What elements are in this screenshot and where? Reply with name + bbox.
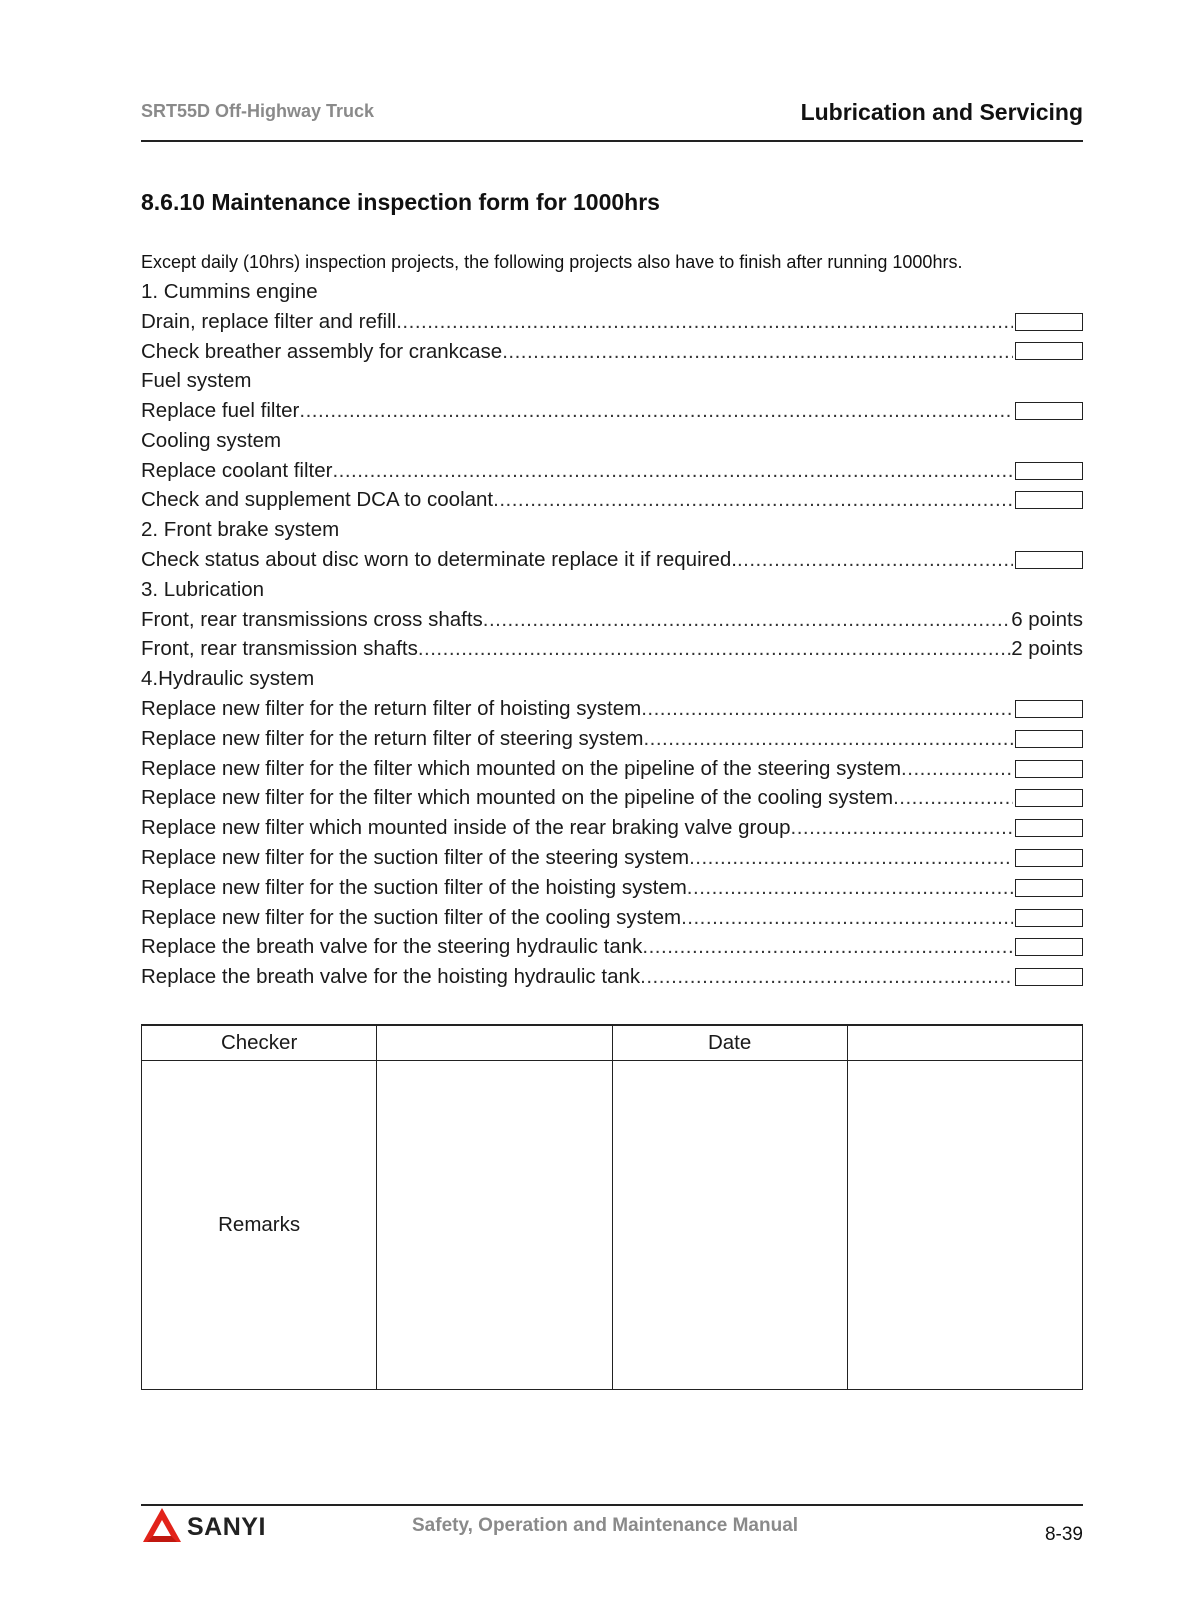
checklist-label: 2. Front brake system: [141, 518, 340, 542]
date-field[interactable]: [847, 1025, 1082, 1061]
checklist-item: [141, 933, 1083, 963]
dot-leader: [483, 605, 1011, 635]
checker-field[interactable]: [377, 1025, 612, 1061]
dot-leader: [332, 456, 1013, 486]
checklist-label: Replace coolant filter: [141, 458, 333, 482]
checklist-item: [141, 337, 1083, 367]
checklist-item: [141, 784, 1083, 814]
dot-leader: [396, 307, 1013, 337]
checklist-label: Replace new filter for the filter which mounted on the pipeline of the cooling system: [141, 786, 894, 810]
dot-leader: [502, 337, 1013, 367]
checklist-label: Replace new filter for the suction filter of the cooling system: [141, 905, 682, 929]
dot-leader: [642, 932, 1013, 962]
checklist-label: Replace new filter which mounted inside of the rear braking valve group: [141, 816, 791, 840]
checklist-item: [141, 843, 1083, 873]
checklist-heading: [141, 426, 1083, 456]
checklist-label: Check breather assembly for crankcase: [141, 339, 503, 363]
checklist-label: Replace new filter for the return filter of hoisting system: [141, 697, 642, 721]
sanyi-logo-icon: [141, 1506, 183, 1548]
dot-leader: [643, 724, 1013, 754]
check-box[interactable]: [1015, 491, 1083, 509]
footer-manual-title: Safety, Operation and Maintenance Manual: [412, 1515, 799, 1536]
check-box[interactable]: [1015, 551, 1083, 569]
lubrication-points: 2 points: [1011, 637, 1083, 661]
header-chapter: Lubrication and Servicing: [800, 99, 1083, 125]
brand-name: SANYI: [187, 1512, 266, 1541]
section-title: 8.6.10 Maintenance inspection form for 1000hrs: [141, 189, 660, 215]
inspection-checklist: [141, 277, 1083, 992]
check-box[interactable]: [1015, 462, 1083, 480]
checklist-item: [141, 605, 1083, 635]
remarks-field-2[interactable]: [612, 1061, 847, 1390]
date-label: Date: [612, 1025, 847, 1061]
lubrication-points: 6 points: [1011, 607, 1083, 631]
dot-leader: [640, 962, 1013, 992]
section-intro: Except daily (10hrs) inspection projects, the following projects also have to finish after running 1000hrs.: [141, 252, 963, 272]
checklist-label: 4.Hydraulic system: [141, 667, 315, 691]
checklist-item: [141, 873, 1083, 903]
checker-label: Checker: [142, 1025, 377, 1061]
checklist-item: [141, 307, 1083, 337]
check-box[interactable]: [1015, 849, 1083, 867]
check-box[interactable]: [1015, 819, 1083, 837]
checklist-heading: [141, 277, 1083, 307]
checklist-heading: [141, 664, 1083, 694]
checklist-item: [141, 813, 1083, 843]
check-box[interactable]: [1015, 879, 1083, 897]
signoff-row-checker-date: [142, 1025, 1083, 1061]
check-box[interactable]: [1015, 909, 1083, 927]
checklist-label: Fuel system: [141, 369, 252, 393]
signoff-row-remarks: [142, 1061, 1083, 1390]
checklist-heading: [141, 575, 1083, 605]
checklist-label: Replace new filter for the return filter of steering system: [141, 726, 644, 750]
brand-logo: [141, 1506, 266, 1548]
check-box[interactable]: [1015, 760, 1083, 778]
dot-leader: [901, 754, 1013, 784]
checklist-label: Check and supplement DCA to coolant: [141, 488, 494, 512]
remarks-field-3[interactable]: [847, 1061, 1082, 1390]
checklist-label: Replace the breath valve for the hoisting hydraulic tank: [141, 965, 641, 989]
checklist-label: Cooling system: [141, 428, 282, 452]
check-box[interactable]: [1015, 789, 1083, 807]
checklist-item: [141, 694, 1083, 724]
signoff-table: [141, 1024, 1083, 1390]
checklist-item: [141, 903, 1083, 933]
checklist-item: [141, 486, 1083, 516]
checklist-label: Front, rear transmissions cross shafts: [141, 607, 483, 631]
dot-leader: [299, 396, 1013, 426]
dot-leader: [687, 873, 1013, 903]
checklist-item: [141, 754, 1083, 784]
dot-leader: [689, 843, 1013, 873]
checklist-item: [141, 724, 1083, 754]
remarks-field-1[interactable]: [377, 1061, 612, 1390]
checklist-item: [141, 635, 1083, 665]
dot-leader: [681, 903, 1013, 933]
check-box[interactable]: [1015, 938, 1083, 956]
check-box[interactable]: [1015, 313, 1083, 331]
footer-divider: [141, 1504, 1083, 1506]
remarks-label: Remarks: [142, 1061, 377, 1390]
check-box[interactable]: [1015, 402, 1083, 420]
checklist-item: [141, 456, 1083, 486]
check-box[interactable]: [1015, 968, 1083, 986]
checklist-label: Front, rear transmission shafts: [141, 637, 418, 661]
header-product: SRT55D Off-Highway Truck: [141, 101, 375, 121]
dot-leader: [641, 694, 1013, 724]
checklist-label: Replace new filter for the filter which mounted on the pipeline of the steering system: [141, 756, 902, 780]
checklist-label: 3. Lubrication: [141, 577, 265, 601]
dot-leader: [791, 813, 1013, 843]
dot-leader: [418, 634, 1011, 664]
checklist-label: Replace new filter for the suction filter of the steering system: [141, 846, 690, 870]
checklist-label: Replace new filter for the suction filter of the hoisting system: [141, 875, 687, 899]
checklist-item: [141, 396, 1083, 426]
checklist-label: Replace fuel filter: [141, 399, 300, 423]
check-box[interactable]: [1015, 730, 1083, 748]
checklist-label: Check status about disc worn to determinate replace it if required.: [141, 548, 737, 572]
checklist-item: [141, 962, 1083, 992]
checklist-heading: [141, 515, 1083, 545]
dot-leader: [493, 485, 1013, 515]
dot-leader: [737, 545, 1013, 575]
check-box[interactable]: [1015, 700, 1083, 718]
checklist-label: Drain, replace filter and refill: [141, 309, 397, 333]
checklist-label: 1. Cummins engine: [141, 279, 318, 303]
checklist-label: Replace the breath valve for the steering hydraulic tank: [141, 935, 643, 959]
dot-leader: [893, 783, 1013, 813]
checklist-heading: [141, 366, 1083, 396]
check-box[interactable]: [1015, 342, 1083, 360]
page-number: 8-39: [1044, 1524, 1083, 1545]
checklist-item: [141, 545, 1083, 575]
header-divider: [141, 140, 1083, 142]
